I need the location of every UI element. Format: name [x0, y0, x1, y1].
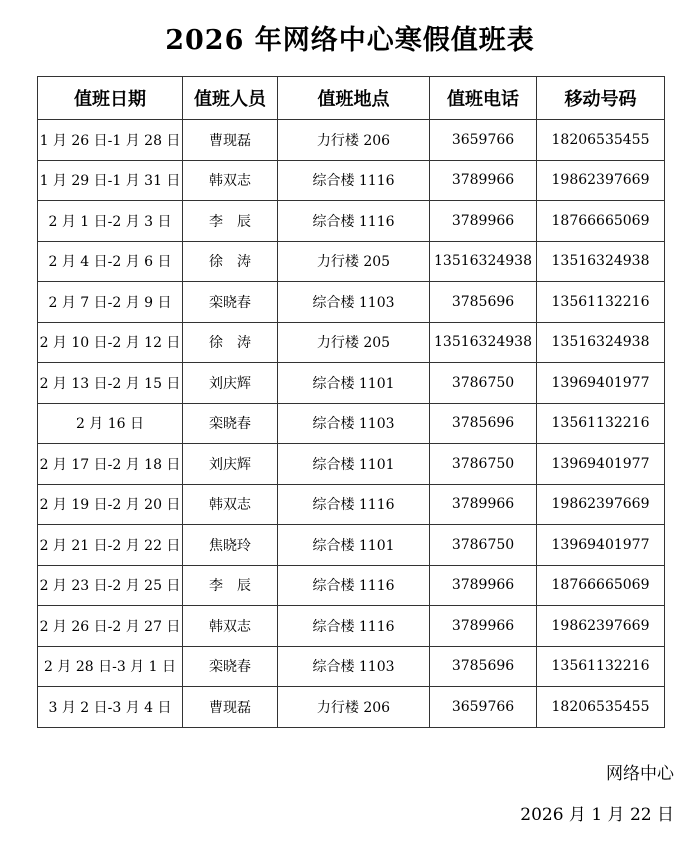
- cell-person: 栾晓春: [183, 646, 278, 687]
- cell-location: 力行楼 205: [278, 322, 430, 363]
- cell-date: 2 月 16 日: [38, 403, 183, 444]
- cell-mobile: 18206535455: [537, 120, 665, 161]
- cell-person: 韩双志: [183, 484, 278, 525]
- table-row: [38, 403, 665, 444]
- cell-location: 综合楼 1103: [278, 403, 430, 444]
- cell-location: 综合楼 1103: [278, 646, 430, 687]
- header-duty-location: 值班地点: [278, 77, 430, 120]
- cell-date: 2 月 23 日-2 月 25 日: [38, 565, 183, 606]
- cell-person: 曹现磊: [183, 687, 278, 728]
- cell-mobile: 18766665069: [537, 201, 665, 242]
- cell-person: 徐 涛: [183, 241, 278, 282]
- cell-phone: 3789966: [430, 484, 537, 525]
- cell-date: 2 月 28 日-3 月 1 日: [38, 646, 183, 687]
- cell-date: 1 月 29 日-1 月 31 日: [38, 160, 183, 201]
- cell-date: 2 月 4 日-2 月 6 日: [38, 241, 183, 282]
- cell-date: 2 月 13 日-2 月 15 日: [38, 363, 183, 404]
- table-row: [38, 120, 665, 161]
- cell-date: 2 月 19 日-2 月 20 日: [38, 484, 183, 525]
- cell-location: 综合楼 1116: [278, 484, 430, 525]
- cell-location: 综合楼 1116: [278, 201, 430, 242]
- cell-phone: 3789966: [430, 606, 537, 647]
- cell-phone: 3785696: [430, 403, 537, 444]
- table-row: [38, 241, 665, 282]
- duty-schedule-table: [37, 76, 665, 728]
- cell-mobile: 13561132216: [537, 282, 665, 323]
- table-row: [38, 322, 665, 363]
- cell-person: 韩双志: [183, 606, 278, 647]
- cell-phone: 3786750: [430, 363, 537, 404]
- cell-date: 2 月 26 日-2 月 27 日: [38, 606, 183, 647]
- cell-person: 刘庆辉: [183, 363, 278, 404]
- table-row: [38, 484, 665, 525]
- cell-mobile: 13516324938: [537, 241, 665, 282]
- table-row: [38, 201, 665, 242]
- cell-location: 综合楼 1116: [278, 565, 430, 606]
- cell-mobile: 13969401977: [537, 363, 665, 404]
- cell-location: 综合楼 1101: [278, 525, 430, 566]
- header-duty-date: 值班日期: [38, 77, 183, 120]
- cell-location: 综合楼 1116: [278, 606, 430, 647]
- cell-person: 栾晓春: [183, 403, 278, 444]
- cell-phone: 13516324938: [430, 322, 537, 363]
- cell-phone: 3786750: [430, 525, 537, 566]
- cell-location: 力行楼 206: [278, 120, 430, 161]
- cell-phone: 13516324938: [430, 241, 537, 282]
- cell-mobile: 13516324938: [537, 322, 665, 363]
- cell-phone: 3785696: [430, 282, 537, 323]
- cell-mobile: 13561132216: [537, 403, 665, 444]
- header-duty-person: 值班人员: [183, 77, 278, 120]
- cell-mobile: 19862397669: [537, 606, 665, 647]
- table-row: [38, 606, 665, 647]
- cell-person: 李 辰: [183, 201, 278, 242]
- cell-location: 力行楼 205: [278, 241, 430, 282]
- cell-person: 曹现磊: [183, 120, 278, 161]
- table-row: [38, 646, 665, 687]
- table-row: [38, 687, 665, 728]
- cell-phone: 3789966: [430, 201, 537, 242]
- footer-organization: 网络中心: [606, 764, 674, 784]
- page-title: 2026 年网络中心寒假值班表: [165, 25, 535, 56]
- cell-phone: 3659766: [430, 687, 537, 728]
- cell-location: 综合楼 1103: [278, 282, 430, 323]
- cell-person: 徐 涛: [183, 322, 278, 363]
- cell-person: 韩双志: [183, 160, 278, 201]
- cell-date: 1 月 26 日-1 月 28 日: [38, 120, 183, 161]
- cell-location: 力行楼 206: [278, 687, 430, 728]
- cell-mobile: 19862397669: [537, 484, 665, 525]
- cell-person: 焦晓玲: [183, 525, 278, 566]
- cell-date: 2 月 1 日-2 月 3 日: [38, 201, 183, 242]
- footer-date: 2026 月 1 月 22 日: [520, 805, 674, 825]
- table-row: [38, 444, 665, 485]
- table-header-row: [38, 77, 665, 120]
- cell-phone: 3789966: [430, 160, 537, 201]
- cell-person: 李 辰: [183, 565, 278, 606]
- cell-mobile: 19862397669: [537, 160, 665, 201]
- cell-location: 综合楼 1116: [278, 160, 430, 201]
- cell-person: 刘庆辉: [183, 444, 278, 485]
- cell-mobile: 18766665069: [537, 565, 665, 606]
- table-row: [38, 363, 665, 404]
- cell-mobile: 13561132216: [537, 646, 665, 687]
- table-row: [38, 525, 665, 566]
- cell-person: 栾晓春: [183, 282, 278, 323]
- cell-phone: 3786750: [430, 444, 537, 485]
- cell-location: 综合楼 1101: [278, 444, 430, 485]
- cell-date: 2 月 21 日-2 月 22 日: [38, 525, 183, 566]
- cell-mobile: 13969401977: [537, 525, 665, 566]
- cell-mobile: 13969401977: [537, 444, 665, 485]
- header-mobile-number: 移动号码: [537, 77, 665, 120]
- table-row: [38, 282, 665, 323]
- cell-phone: 3789966: [430, 565, 537, 606]
- table-row: [38, 160, 665, 201]
- cell-phone: 3785696: [430, 646, 537, 687]
- cell-mobile: 18206535455: [537, 687, 665, 728]
- cell-location: 综合楼 1101: [278, 363, 430, 404]
- cell-date: 2 月 7 日-2 月 9 日: [38, 282, 183, 323]
- header-duty-phone: 值班电话: [430, 77, 537, 120]
- cell-date: 2 月 17 日-2 月 18 日: [38, 444, 183, 485]
- cell-phone: 3659766: [430, 120, 537, 161]
- cell-date: 3 月 2 日-3 月 4 日: [38, 687, 183, 728]
- cell-date: 2 月 10 日-2 月 12 日: [38, 322, 183, 363]
- table-row: [38, 565, 665, 606]
